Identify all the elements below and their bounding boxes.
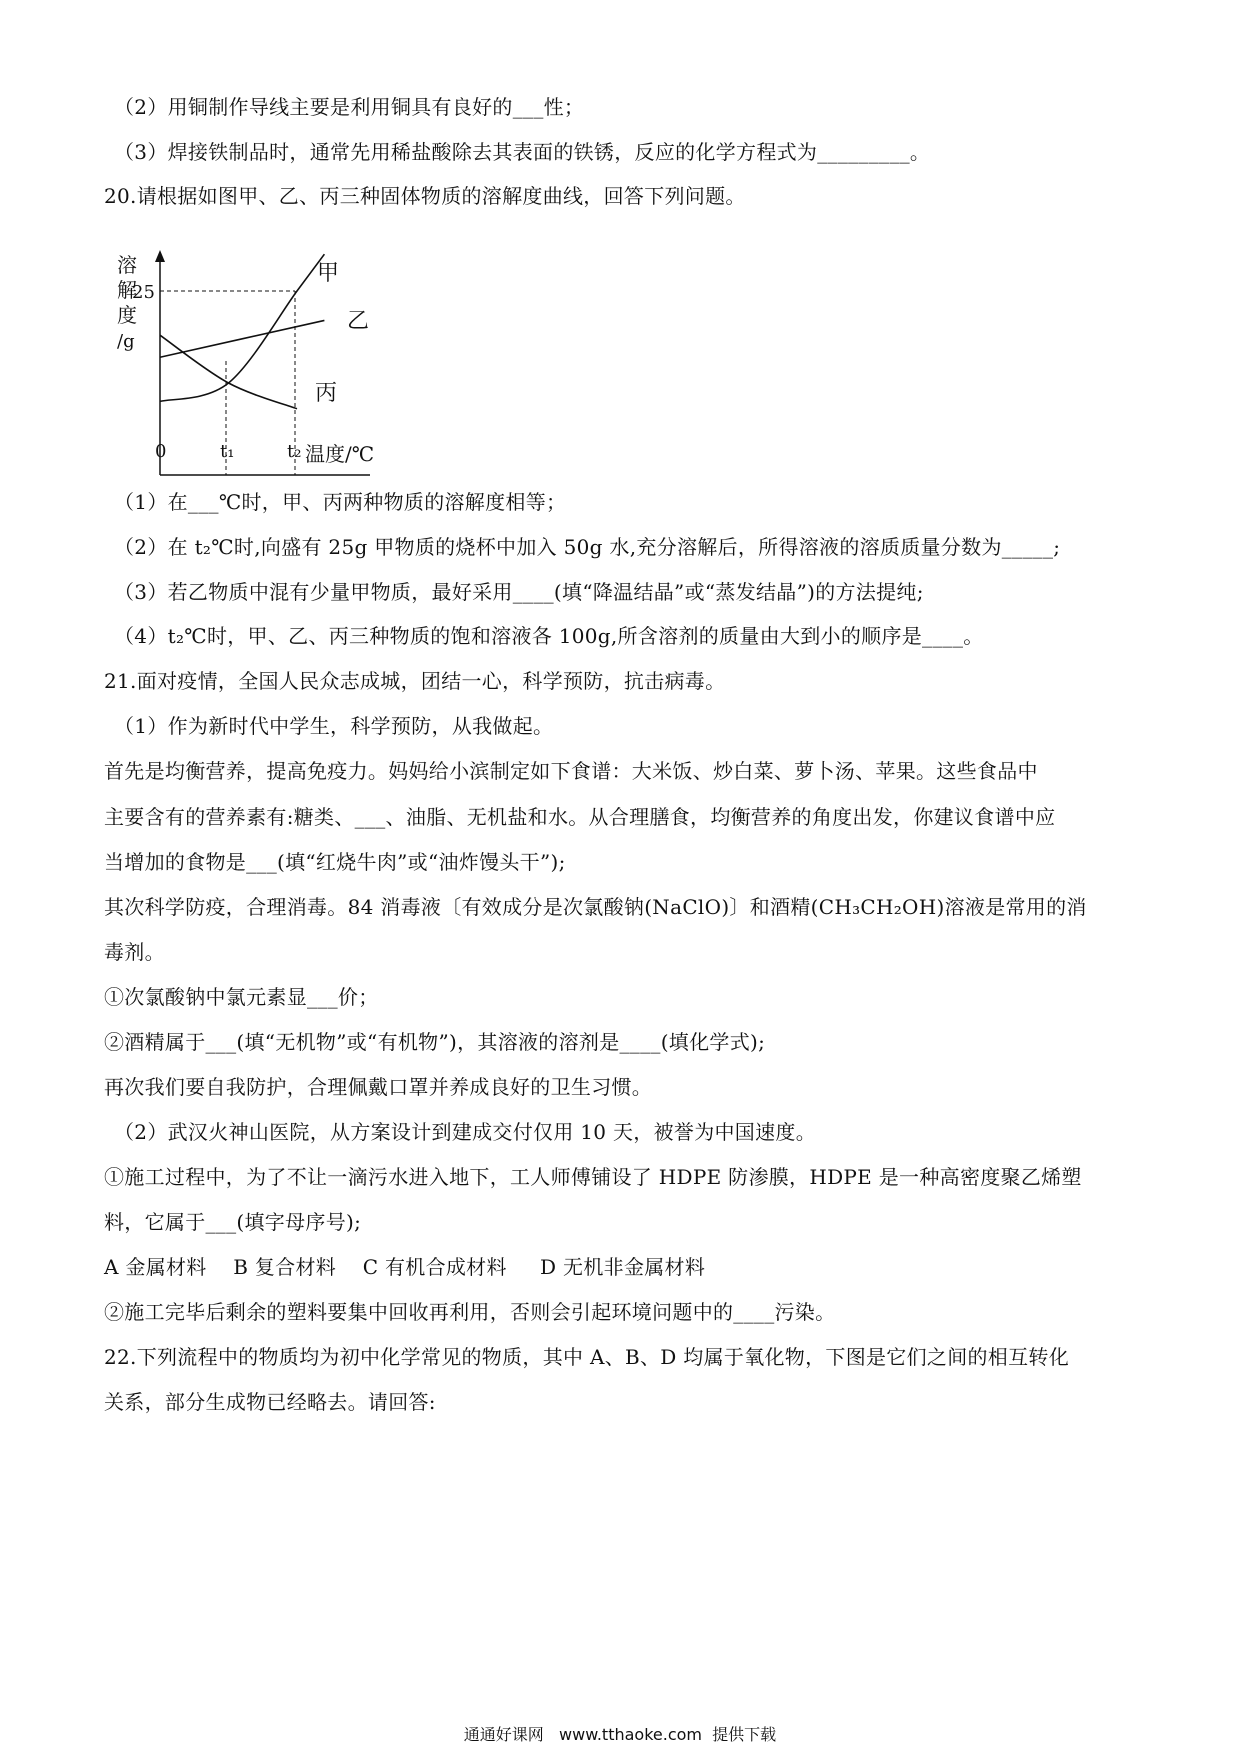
q21-sub-4: ②施工完毕后剩余的塑料要集中回收再利用，否则会引起环境问题中的____污染。 xyxy=(104,1300,836,1324)
q22-stem-cont: 关系，部分生成物已经略去。请回答: xyxy=(104,1390,436,1414)
q21-stem: 21.面对疫情，全国人民众志成城，团结一心，科学预防，抗击病毒。 xyxy=(104,669,726,693)
y-axis-label-2: 解 xyxy=(117,278,137,302)
q21-sub-2: ②酒精属于___(填“无机物”或“有机物”)，其溶液的溶剂是____(填化学式); xyxy=(104,1030,766,1054)
series-line-bing xyxy=(160,335,297,409)
series-label-yi: 乙 xyxy=(347,309,370,334)
q21-sub-3: ①施工过程中，为了不让一滴污水进入地下，工人师傅铺设了 HDPE 防渗膜，HDPE 是一种高密度聚乙烯塑 xyxy=(104,1165,1082,1189)
y-tick-25: 25 xyxy=(132,282,155,303)
q21-part1: （1）作为新时代中学生，科学预防，从我做起。 xyxy=(114,714,554,738)
q21-text-4: 其次科学防疫，合理消毒。84 消毒液〔有效成分是次氯酸钠(NaClO)〕和酒精(CH₃CH₂OH)溶液是常用的消 xyxy=(104,895,1087,919)
q22-stem: 22.下列流程中的物质均为初中化学常见的物质，其中 A、B、D 均属于氧化物，下图是它们之间的相互转化 xyxy=(104,1345,1069,1369)
q21-text-3: 当增加的食物是___(填“红烧牛肉”或“油炸馒头干”); xyxy=(104,850,566,874)
q20-stem: 20.请根据如图甲、乙、丙三种固体物质的溶解度曲线，回答下列问题。 xyxy=(104,184,746,208)
q20-part4: （4）t₂℃时，甲、乙、丙三种物质的饱和溶液各 100g,所含溶剂的质量由大到小的顺序是____。 xyxy=(114,624,984,648)
series-line-yi xyxy=(160,320,324,357)
x-tick-t2: t₂ xyxy=(287,441,302,462)
x-axis-label: 温度/℃ xyxy=(305,442,375,466)
q20-part1: （1）在___℃时，甲、丙两种物质的溶解度相等； xyxy=(114,490,567,514)
x-tick-t1: t₁ xyxy=(220,441,235,462)
q19-part3: （3）焊接铁制品时，通常先用稀盐酸除去其表面的铁锈，反应的化学方程式为_________。 xyxy=(114,140,931,164)
q20-part3: （3）若乙物质中混有少量甲物质，最好采用____(填“降温结晶”或“蒸发结晶”)的方法提纯; xyxy=(114,580,924,604)
q21-sub-1: ①次氯酸钠中氯元素显___价； xyxy=(104,985,379,1009)
q21-options: A 金属材料 B 复合材料 C 有机合成材料 D 无机非金属材料 xyxy=(104,1255,706,1279)
x-tick-0: 0 xyxy=(155,441,167,462)
y-axis-label-4: /g xyxy=(117,331,135,352)
y-axis-label-3: 度 xyxy=(117,303,137,327)
q19-part2: （2）用铜制作导线主要是利用铜具有良好的___性； xyxy=(114,95,585,119)
q21-sub-3-cont: 料，它属于___(填字母序号); xyxy=(104,1210,362,1234)
q21-text-2: 主要含有的营养素有:糖类、___、油脂、无机盐和水。从合理膳食，均衡营养的角度出发，你建议食谱中应 xyxy=(104,805,1056,829)
y-axis-label-1: 溶 xyxy=(117,253,137,277)
series-label-jia: 甲 xyxy=(317,261,340,286)
q21-text-5: 毒剂。 xyxy=(104,940,165,964)
series-label-bing: 丙 xyxy=(315,381,338,406)
q21-part2: （2）武汉火神山医院，从方案设计到建成交付仅用 10 天，被誉为中国速度。 xyxy=(114,1120,816,1144)
q21-text-6: 再次我们要自我防护，合理佩戴口罩并养成良好的卫生习惯。 xyxy=(104,1075,653,1099)
y-axis-arrow xyxy=(155,250,165,262)
q21-text-1: 首先是均衡营养，提高免疫力。妈妈给小滨制定如下食谱：大米饭、炒白菜、萝卜汤、苹果。这些食品中 xyxy=(104,759,1038,783)
footer: 通通好课网 www.tthaoke.com 提供下载 xyxy=(463,1725,777,1744)
q20-part2: （2）在 t₂℃时,向盛有 25g 甲物质的烧杯中加入 50g 水,充分溶解后，所得溶液的溶质质量分数为_____; xyxy=(114,535,1061,559)
series-line-jia xyxy=(160,254,324,401)
